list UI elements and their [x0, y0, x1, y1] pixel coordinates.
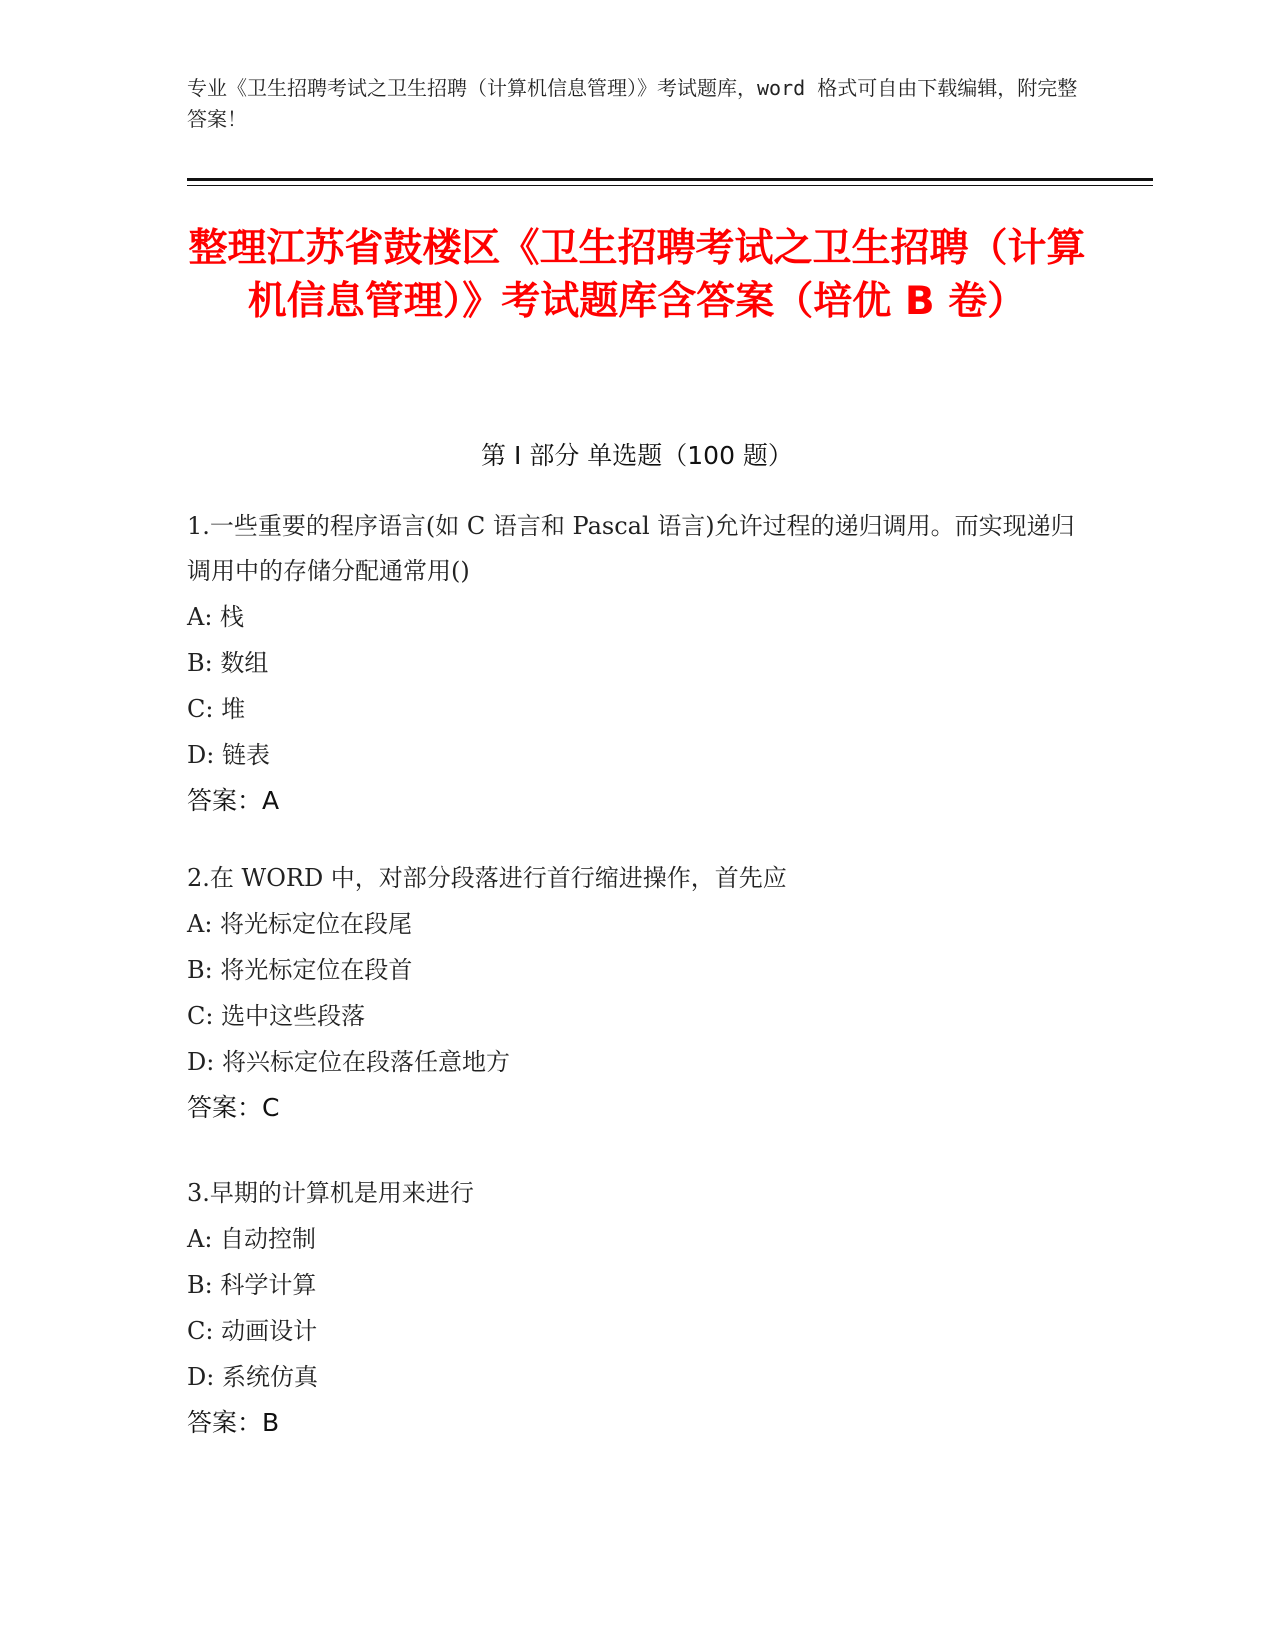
- question-stem: 3.早期的计算机是用来进行: [187, 1179, 474, 1207]
- question-2: [187, 855, 1087, 1131]
- question-option-d: D: 将兴标定位在段落任意地方: [187, 1048, 510, 1076]
- section-heading: 第 I 部分 单选题（100 题）: [481, 441, 793, 470]
- question-option-a: A: 自动控制: [187, 1225, 317, 1253]
- question-answer: 答案：C: [187, 1093, 280, 1122]
- question-stem: 2.在 WORD 中，对部分段落进行首行缩进操作，首先应: [187, 864, 787, 892]
- question-option-d: D: 链表: [187, 741, 270, 769]
- question-option-b: B: 科学计算: [187, 1271, 317, 1299]
- header-rule-thick: [187, 178, 1153, 181]
- header-rule-thin: [187, 185, 1153, 186]
- question-option-b: B: 数组: [187, 649, 269, 677]
- question-option-a: A: 将光标定位在段尾: [187, 910, 413, 938]
- question-option-c: C: 动画设计: [187, 1317, 318, 1345]
- question-option-d: D: 系统仿真: [187, 1363, 318, 1391]
- header-note: 专业《卫生招聘考试之卫生招聘（计算机信息管理）》考试题库，word 格式可自由下载编辑，附完整答案！: [187, 76, 1078, 131]
- question-answer: 答案：A: [187, 786, 280, 815]
- document-title: 整理江苏省鼓楼区《卫生招聘考试之卫生招聘（计算机信息管理）》考试题库含答案（培优 B 卷）: [188, 226, 1086, 324]
- question-3: [187, 1170, 1087, 1446]
- question-1: [187, 504, 1087, 824]
- question-option-c: C: 选中这些段落: [187, 1002, 366, 1030]
- question-stem: 1.一些重要的程序语言(如 C 语言和 Pascal 语言)允许过程的递归调用。而实现递归调用中的存储分配通常用(): [187, 512, 1075, 585]
- question-option-b: B: 将光标定位在段首: [187, 956, 413, 984]
- question-option-a: A: 栈: [187, 603, 245, 631]
- question-answer: 答案：B: [187, 1408, 280, 1437]
- question-option-c: C: 堆: [187, 695, 246, 723]
